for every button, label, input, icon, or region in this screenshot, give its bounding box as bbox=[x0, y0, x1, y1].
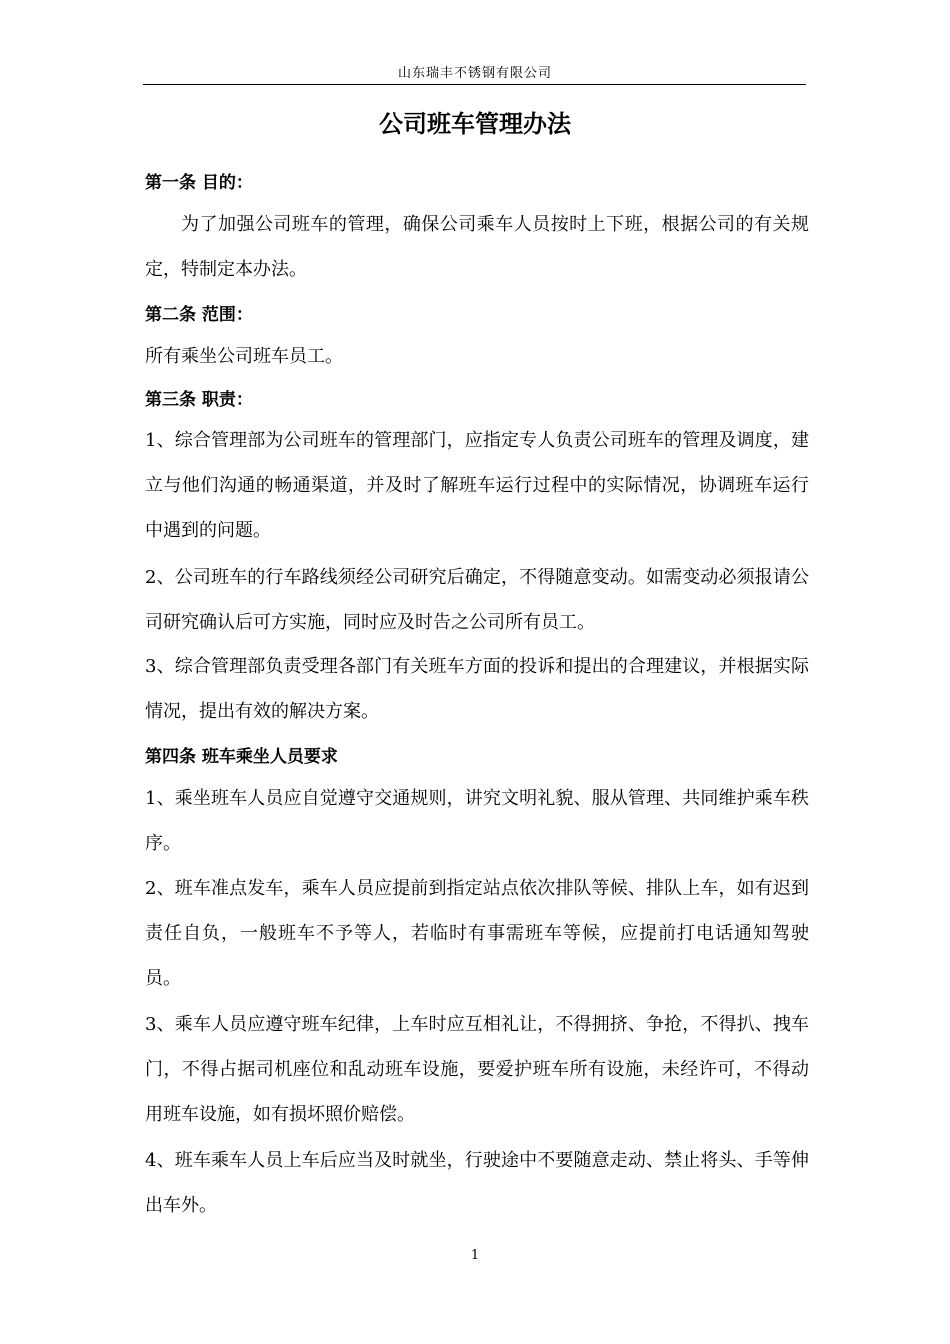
section-heading-1: 第一条 目的： bbox=[145, 173, 253, 193]
section-3-paragraph-1: 1、综合管理部为公司班车的管理部门，应指定专人负责公司班车的管理及调度，建立与他们沟通的畅通渠道，并及时了解班车运行过程中的实际情况，协调班车运行中遇到的问题。 bbox=[145, 430, 809, 541]
section-3-paragraph-3: 3、综合管理部负责受理各部门有关班车方面的投诉和提出的合理建议，并根据实际情况，提出有效的解决方案。 bbox=[145, 656, 809, 722]
section-2-paragraph-1: 所有乘坐公司班车员工。 bbox=[145, 346, 343, 367]
page-header-company: 山东瑞丰不锈钢有限公司 bbox=[397, 66, 552, 81]
section-4-paragraph-2: 2、班车准点发车，乘车人员应提前到指定站点依次排队等候、排队上车，如有迟到责任自负，一般班车不予等人，若临时有事需班车等候，应提前打电话通知驾驶员。 bbox=[145, 878, 809, 989]
section-heading-3: 第三条 职责： bbox=[145, 390, 253, 410]
section-3-paragraph-2: 2、公司班车的行车路线须经公司研究后确定，不得随意变动。如需变动必须报请公司研究确认后可方实施，同时应及时告之公司所有员工。 bbox=[145, 567, 809, 633]
section-heading-4: 第四条 班车乘坐人员要求 bbox=[145, 747, 338, 767]
document-title: 公司班车管理办法 bbox=[379, 110, 571, 138]
section-4-paragraph-4: 4、班车乘车人员上车后应当及时就坐，行驶途中不要随意走动、禁止将头、手等伸出车外。 bbox=[145, 1150, 809, 1216]
header-divider bbox=[143, 84, 806, 85]
page-number: 1 bbox=[470, 1248, 480, 1263]
section-1-paragraph-1: 为了加强公司班车的管理，确保公司乘车人员按时上下班，根据公司的有关规定，特制定本办法。 bbox=[145, 214, 809, 280]
section-heading-2: 第二条 范围： bbox=[145, 305, 253, 325]
section-4-paragraph-1: 1、乘坐班车人员应自觉遵守交通规则，讲究文明礼貌、服从管理、共同维护乘车秩序。 bbox=[145, 788, 809, 854]
section-4-paragraph-3: 3、乘车人员应遵守班车纪律，上车时应互相礼让，不得拥挤、争抢，不得扒、拽车门，不得占据司机座位和乱动班车设施，要爱护班车所有设施，未经许可，不得动用班车设施，如有损坏照价赔偿。 bbox=[145, 1014, 809, 1125]
